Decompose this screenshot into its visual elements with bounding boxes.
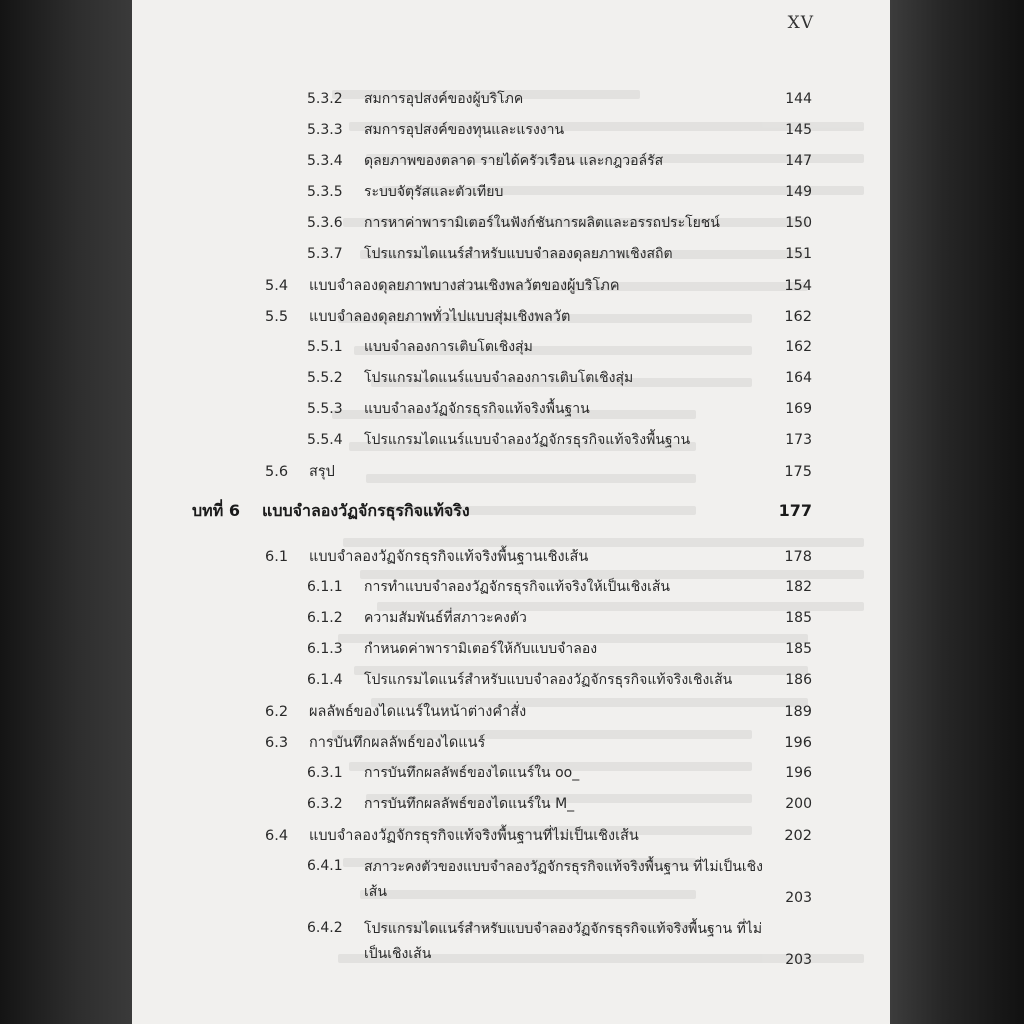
toc-entry-page: 178 [784,549,812,565]
toc-entry-number: บทที่ 6 [192,501,240,520]
toc-entry-number: 6.1.2 [307,610,343,626]
toc-entry-title: โปรแกรมไดแนร์แบบจำลองการเติบโตเชิงสุ่ม [364,370,634,386]
toc-entry-title: กำหนดค่าพารามิเตอร์ให้กับแบบจำลอง [364,641,598,657]
toc-entry-number: 5.5.1 [307,339,343,355]
toc-entry-page: 149 [785,184,812,200]
toc-entry [192,394,812,425]
toc-entry [192,425,812,456]
toc-entry-page: 147 [785,153,812,169]
toc-entry-page: 196 [785,765,812,781]
toc-entry-number: 5.4 [265,278,289,294]
toc-entry-page: 203 [785,952,812,968]
toc-entry-number: 5.5.4 [307,432,343,448]
toc-entry [192,603,812,634]
toc-entry-title: สภาวะคงตัวของแบบจำลองวัฏจักรธุรกิจแท้จริงพื้นฐาน ที่ไม่เป็นเชิงเส้น [364,859,763,900]
toc-entry [192,913,812,975]
toc-entry [192,572,812,603]
toc-entry-title: แบบจำลองการเติบโตเชิงสุ่ม [364,339,533,355]
toc-entry-title: ดุลยภาพของตลาด รายได้ครัวเรือน และกฎวอล์รัส [364,153,664,169]
toc-entry [192,541,812,572]
toc-entry-title: การหาค่าพารามิเตอร์ในฟังก์ชันการผลิตและอรรถประโยชน์ [364,215,720,231]
toc-entry [192,696,812,727]
toc-entry [192,665,812,696]
toc-entry-number: 6.4.1 [307,858,343,874]
toc-entry-number: 5.3.2 [307,91,343,107]
toc-entry-number: 5.3.7 [307,246,343,262]
toc-entry-title: การบันทึกผลลัพธ์ของไดแนร์ใน M_ [364,796,575,812]
toc-entry [192,84,812,115]
toc-entry-title: แบบจำลองวัฏจักรธุรกิจแท้จริงพื้นฐาน [364,401,590,417]
toc-entry [192,456,812,487]
toc-entry-title: การบันทึกผลลัพธ์ของไดแนร์ [309,735,486,751]
toc-entry-page: 182 [785,579,812,595]
toc-entry [192,146,812,177]
toc-entry [192,634,812,665]
toc-entry [192,727,812,758]
toc-entry-number: 6.1.4 [307,672,343,688]
toc-entry [192,789,812,820]
toc-entry-number: 6.2 [265,704,289,720]
toc-entry-page: 173 [785,432,812,448]
toc-entry-number: 5.6 [265,464,289,480]
toc-entry-title: แบบจำลองวัฏจักรธุรกิจแท้จริง [262,501,470,520]
toc-entry-number: 6.1.3 [307,641,343,657]
toc-entry-page: 145 [785,122,812,138]
toc-entry [192,301,812,332]
book-page [132,0,890,1024]
toc-entry-number: 6.1 [265,549,289,565]
toc-entry [192,177,812,208]
toc-entry-page: 151 [785,246,812,262]
toc-entry-title: โปรแกรมไดแนร์แบบจำลองวัฏจักรธุรกิจแท้จริงพื้นฐาน [364,432,691,448]
toc-entry-title: แบบจำลองวัฏจักรธุรกิจแท้จริงพื้นฐานเชิงเส้น [309,549,589,565]
toc-entry-page: 203 [785,890,812,906]
toc-entry-number: 6.3.2 [307,796,343,812]
toc-entry-number: 6.4.2 [307,920,343,936]
toc-entry [192,494,812,541]
toc-entry [192,332,812,363]
toc-entry-title: ผลลัพธ์ของไดแนร์ในหน้าต่างคำสั่ง [309,704,527,720]
toc-entry [192,758,812,789]
toc-entry-number: 5.5 [265,309,289,325]
toc-entry-page: 185 [785,610,812,626]
toc-entry-page: 177 [778,501,812,520]
toc-entry-number: 6.3 [265,735,289,751]
toc-entry-page: 144 [785,91,812,107]
toc-entry-title: การบันทึกผลลัพธ์ของไดแนร์ใน oo_ [364,765,580,781]
toc-entry [192,115,812,146]
toc-entry-number: 6.4 [265,828,289,844]
toc-entry-page: 186 [785,672,812,688]
toc-entry-page: 189 [784,704,812,720]
toc-entry [192,270,812,301]
toc-entry-number: 5.5.2 [307,370,343,386]
toc-entry-page: 162 [785,339,812,355]
toc-entry-page: 185 [785,641,812,657]
toc-entry-page: 169 [785,401,812,417]
toc-entry-number: 5.3.4 [307,153,343,169]
toc-entry [192,208,812,239]
toc-entry-page: 202 [784,828,812,844]
toc-entry-title: ความสัมพันธ์ที่สภาวะคงตัว [364,610,527,626]
toc-entry-title: แบบจำลองดุลยภาพบางส่วนเชิงพลวัตของผู้บริโภค [309,278,620,294]
toc-entry-title: สรุป [309,464,335,480]
toc-entry-number: 5.3.5 [307,184,343,200]
left-background [0,0,132,1024]
toc-entry-number: 5.3.6 [307,215,343,231]
toc-entry-title: ระบบจัตุรัสและตัวเทียบ [364,184,504,200]
toc-entry-page: 200 [785,796,812,812]
toc-entry-number: 5.3.3 [307,122,343,138]
toc-entry-title: โปรแกรมไดแนร์สำหรับแบบจำลองวัฏจักรธุรกิจแท้จริงพื้นฐาน ที่ไม่เป็นเชิงเส้น [364,921,763,962]
toc-entry-title: แบบจำลองวัฏจักรธุรกิจแท้จริงพื้นฐานที่ไม่เป็นเชิงเส้น [309,828,639,844]
toc-entry-title: โปรแกรมไดแนร์สำหรับแบบจำลองดุลยภาพเชิงสถิต [364,246,673,262]
toc-entry-page: 154 [784,278,812,294]
toc-entry-page: 164 [785,370,812,386]
page-number: XV [787,13,814,33]
right-background [890,0,1024,1024]
toc-entry-title: โปรแกรมไดแนร์สำหรับแบบจำลองวัฏจักรธุรกิจแท้จริงเชิงเส้น [364,672,733,688]
toc-entry-title: สมการอุปสงค์ของทุนและแรงงาน [364,122,565,138]
toc-entry [192,820,812,851]
toc-entry [192,239,812,270]
toc-entry-title: สมการอุปสงค์ของผู้บริโภค [364,91,524,107]
toc-entry-page: 150 [785,215,812,231]
toc-entry-page: 175 [784,464,812,480]
toc-entry-title: การทำแบบจำลองวัฏจักรธุรกิจแท้จริงให้เป็นเชิงเส้น [364,579,670,595]
toc-entry-title: แบบจำลองดุลยภาพทั่วไปแบบสุ่มเชิงพลวัต [309,309,571,325]
toc-entry [192,851,812,913]
toc-entry-number: 6.3.1 [307,765,343,781]
toc-entry [192,363,812,394]
toc-entry-page: 196 [784,735,812,751]
toc-entry-number: 6.1.1 [307,579,343,595]
toc-entry-number: 5.5.3 [307,401,343,417]
toc-entry-page: 162 [784,309,812,325]
